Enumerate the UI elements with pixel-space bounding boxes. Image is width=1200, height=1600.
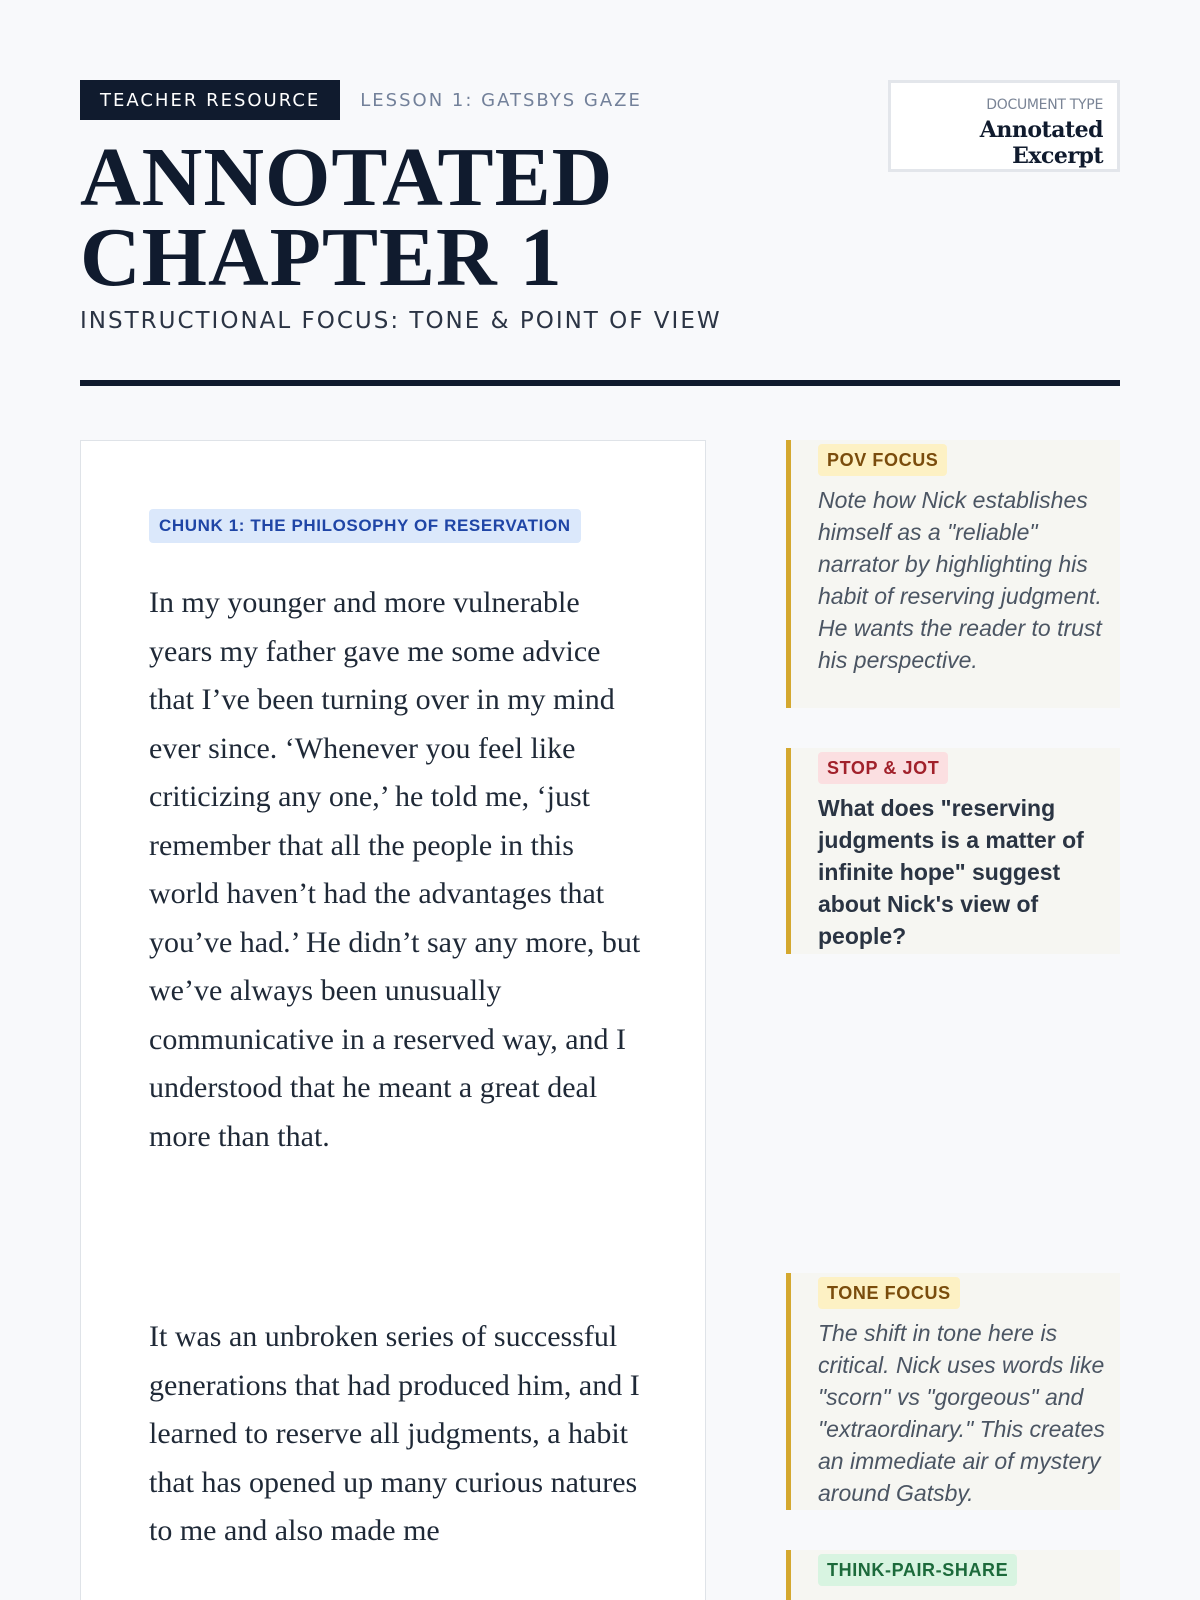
excerpt-card xyxy=(80,440,706,1600)
page-title-line-2: CHAPTER 1 xyxy=(80,211,563,304)
annotation-text: The shift in tone here is critical. Nick uses words like "scorn" vs "gorgeous" and "extraordinary." This creates an immediate air of mystery around Gatsby. xyxy=(818,1320,1105,1506)
page-title-line-1: ANNOTATED xyxy=(80,131,614,224)
page-title xyxy=(80,131,640,304)
chunk-badge: CHUNK 1: THE PHILOSOPHY OF RESERVATION xyxy=(149,509,581,543)
excerpt-paragraph: It was an unbroken series of successful generations that had produced him, and I learned to reserve all judgments, a habit that has opened up many curious natures to me and also made me xyxy=(149,1320,640,1547)
annotation-tone-focus xyxy=(786,1273,1120,1510)
annotation-tag: TONE FOCUS xyxy=(818,1277,960,1309)
header-tag-row xyxy=(80,80,642,120)
document-type-value: Annotated Excerpt xyxy=(979,117,1103,169)
annotation-stop-and-jot xyxy=(786,748,1120,954)
annotation-tag: STOP & JOT xyxy=(818,752,948,784)
header-divider xyxy=(80,380,1120,386)
annotation-text: Note how Nick establishes himself as a "reliable" narrator by highlighting his habit of reserving judgment. He wants the reader to trust his perspective. xyxy=(818,487,1102,673)
lesson-label: LESSON 1: GATSBYS GAZE xyxy=(360,89,642,111)
annotation-pov-focus xyxy=(786,440,1120,708)
resource-tag: TEACHER RESOURCE xyxy=(80,80,340,120)
annotation-tag: THINK-PAIR-SHARE xyxy=(818,1554,1017,1586)
page-subtitle: INSTRUCTIONAL FOCUS: TONE & POINT OF VIEW xyxy=(80,308,722,334)
page-header xyxy=(80,80,1120,380)
annotation-tag: POV FOCUS xyxy=(818,444,947,476)
document-type-label: DOCUMENT TYPE xyxy=(986,97,1103,113)
annotation-think-pair-share xyxy=(786,1550,1120,1600)
excerpt-paragraph: In my younger and more vulnerable years my father gave me some advice that I’ve been turning over in my mind ever since. ‘Whenever you feel like criticizing any one,’ he told me, ‘just remember that all the people in this world haven’t had the advantages that you’ve had.’ He didn’t say any more, but we’ve always been unusually communicative in a reserved way, and I understood that he meant a great deal more than that. xyxy=(149,586,641,1153)
document-type-box xyxy=(888,80,1120,172)
annotation-question: What does "reserving judgments is a matter of infinite hope" suggest about Nick's view of people? xyxy=(818,795,1084,949)
